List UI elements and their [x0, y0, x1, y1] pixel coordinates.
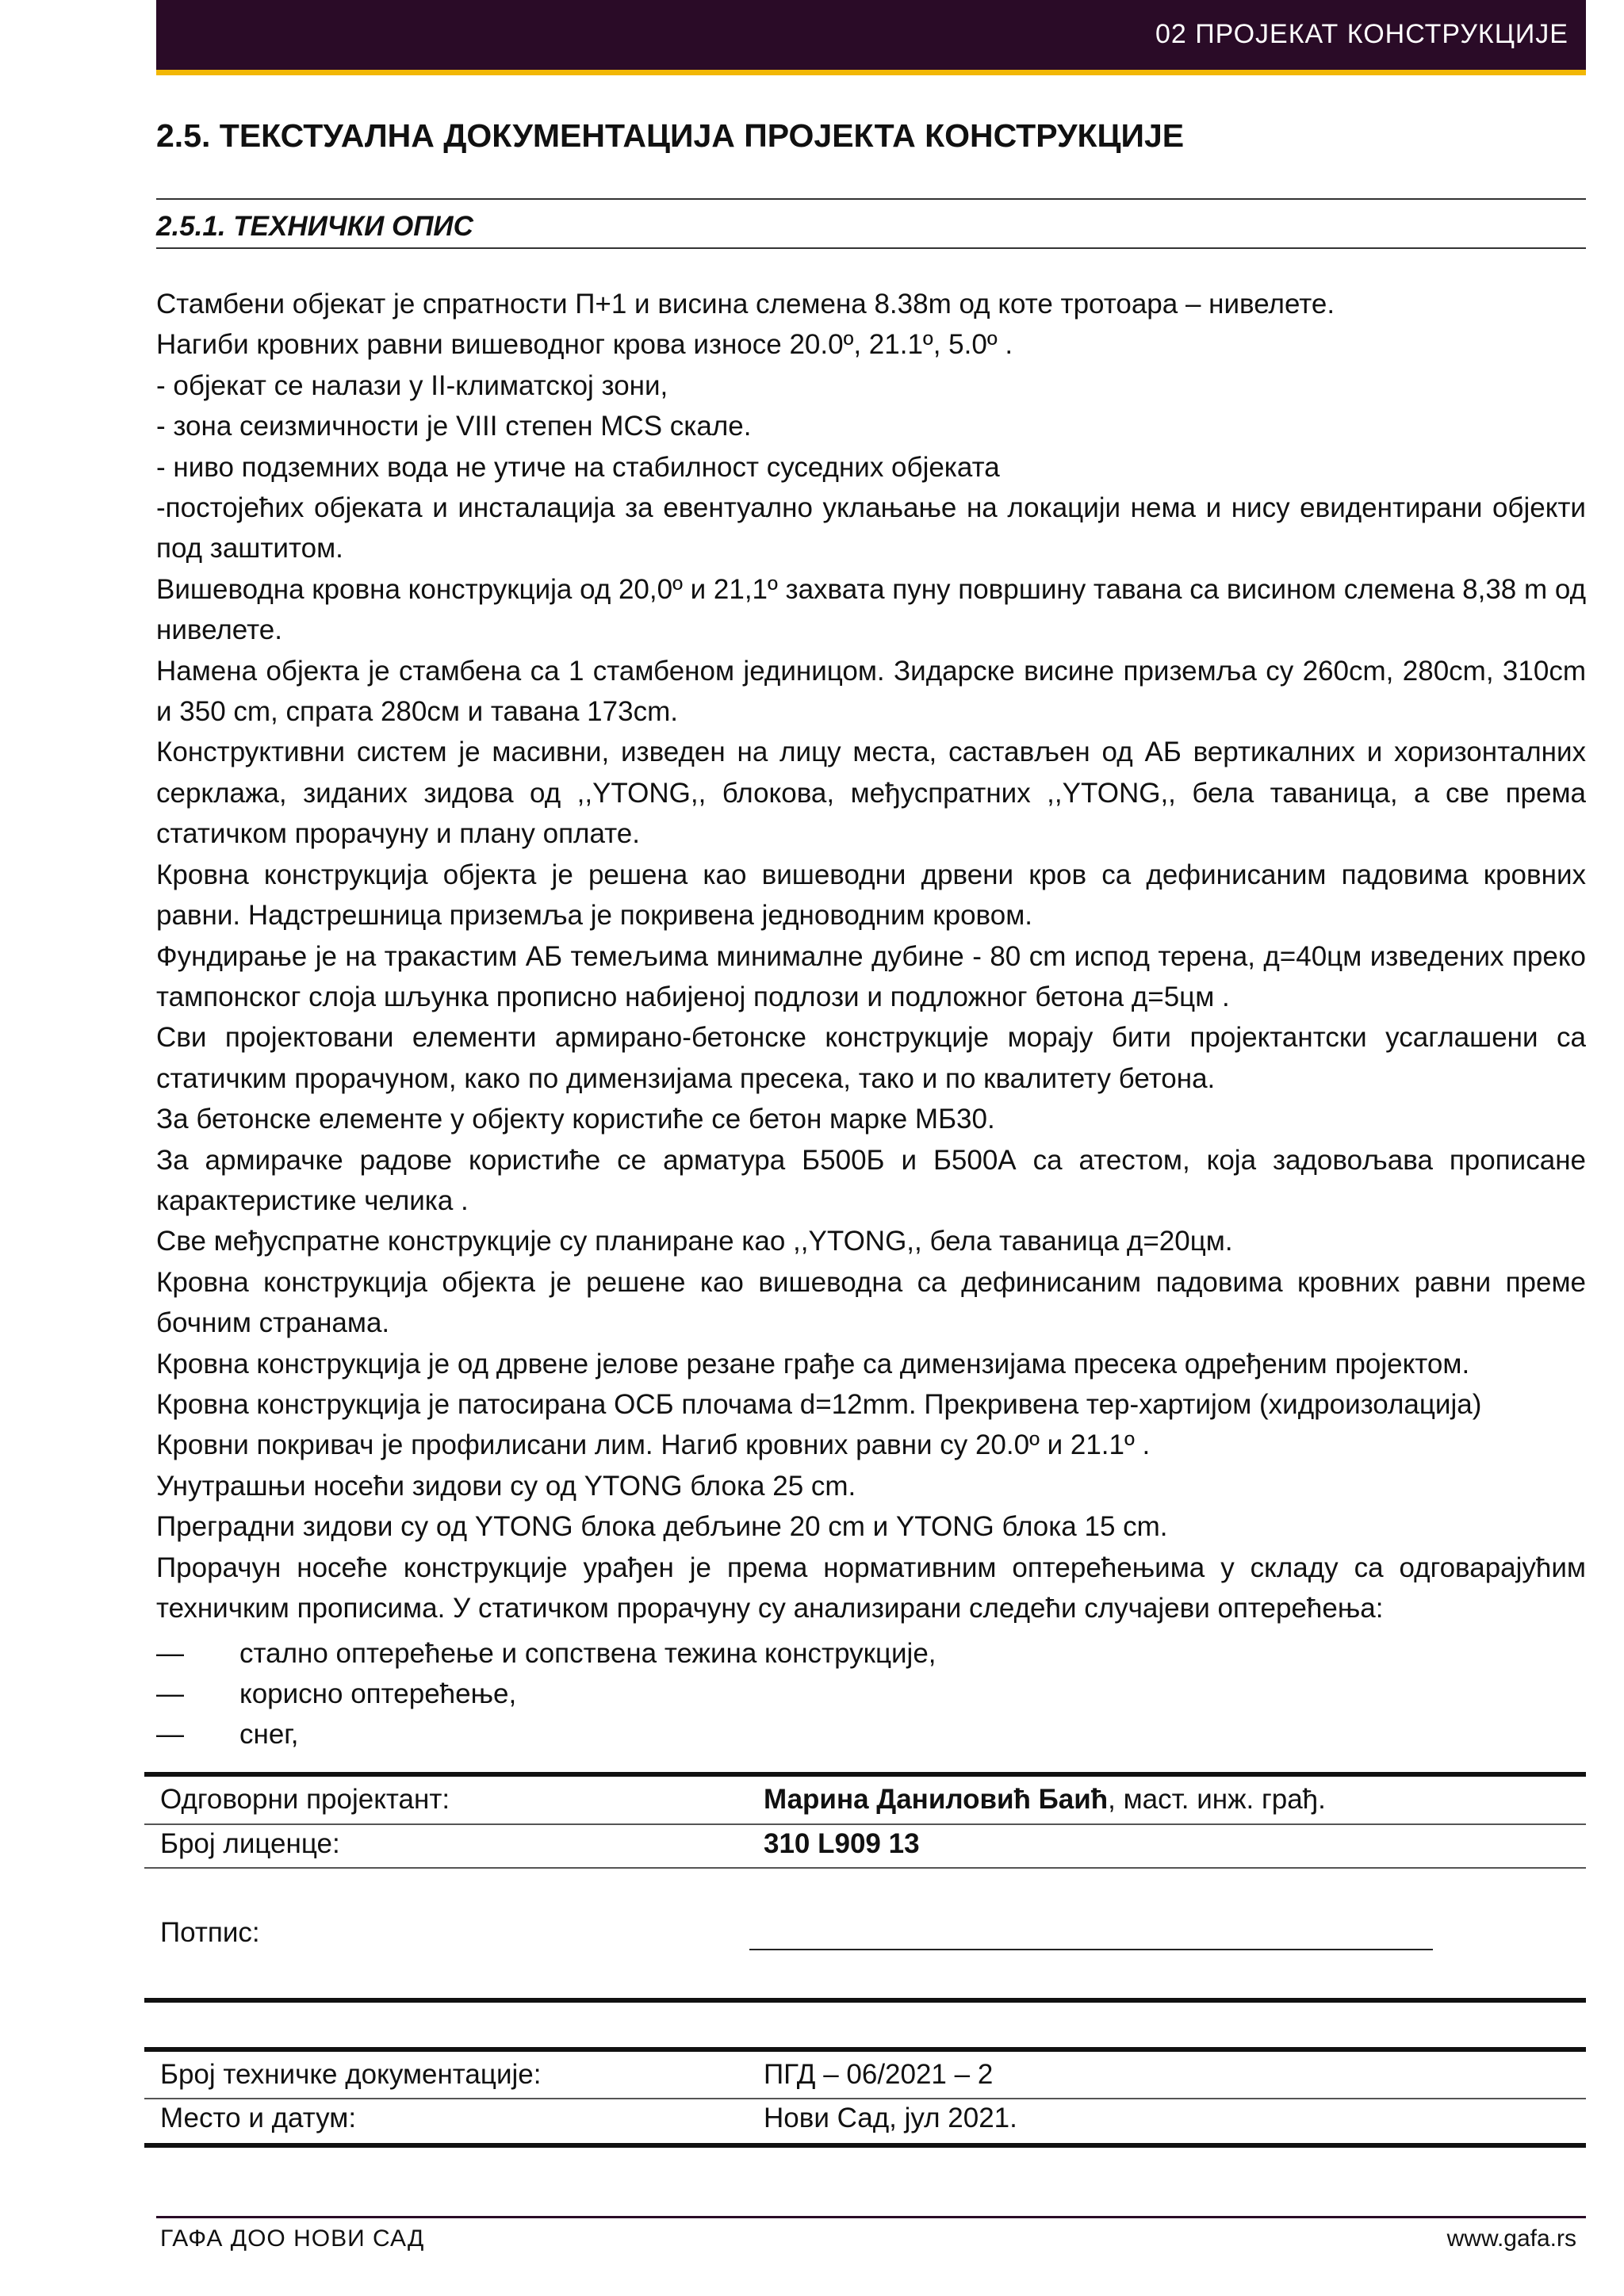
place-date-value: Нови Сад, јул 2021. [764, 2103, 1017, 2133]
list-item-text: стално оптерећење и сопствена тежина конструкције, [239, 1638, 936, 1669]
footer-website: www.gafa.rs [1446, 2225, 1576, 2252]
paragraph: - ниво подземних вода не утиче на стабилност суседних објеката [156, 451, 1000, 483]
dash-bullet: — [156, 1719, 184, 1750]
paragraph: Преградни зидови су од YTONG блока дебљине 20 cm и YTONG блока 15 cm. [156, 1511, 1168, 1543]
table-rule [144, 1823, 1586, 1825]
paragraph: Сви пројектовани елементи армирано-бетонске конструкције морају бити пројектантски усаглашени са статичким прорачуном, како по димензијама пресека, тако и по квалитету бетона. [156, 1022, 1586, 1094]
section-title: 2.5. ТЕКСТУАЛНА ДОКУМЕНТАЦИЈА ПРОЈЕКТА КОНСТРУКЦИЈЕ [156, 117, 1185, 154]
paragraph: Кровна конструкција је патосирана ОСБ плочама d=12mm. Прекривена тер-хартијом (хидроизолација) [156, 1388, 1482, 1420]
signature-line [749, 1949, 1433, 1950]
designer-label: Одговорни пројектант: [160, 1784, 450, 1815]
paragraph: - зона сеизмичности је VIII степен MCS скале. [156, 411, 752, 442]
footer-rule [156, 2216, 1586, 2218]
signature-label: Потпис: [160, 1917, 260, 1948]
doc-number-value: ПГД – 06/2021 – 2 [764, 2059, 994, 2090]
paragraph: Кровна конструкција објекта је решена као вишеводни дрвени кров са дефинисаним падовима кровних равни. Надстрешница приземља је покривена једноводним кровом. [156, 859, 1586, 932]
paragraph: Намена објекта је стамбена са 1 стамбеном јединицом. Зидарске висине приземља су 260cm, 280cm, 310cm и 350 cm, спрата 280см и тавана 173cm. [156, 655, 1586, 728]
subsection-title: 2.5.1. ТЕХНИЧКИ ОПИС [156, 211, 473, 242]
designer-name: Марина Даниловић Баић [764, 1784, 1109, 1815]
list-item [156, 1714, 1586, 1755]
footer-company: ГАФА ДОО НОВИ САД [160, 2225, 425, 2252]
paragraph: Конструктивни систем је масивни, изведен на лицу места, састављен од АБ вертикалних и хоризонталних серклажа, зиданих зидова од ,,YTONG,, блокова, међуспратних ,,YTONG,, бела таваница, а све према статичком прорачуну и плану оплате. [156, 737, 1586, 850]
list-item [156, 1674, 1586, 1714]
designer-value [764, 1784, 1326, 1816]
table-rule [144, 2143, 1586, 2148]
paragraph: Стамбени објекат је спратности П+1 и висина слемена 8.38m од коте тротоара – нивелете. [156, 289, 1335, 320]
license-number: 310 L909 13 [764, 1828, 920, 1859]
paragraph: Нагиби кровних равни вишеводног крова износе 20.0º, 21.1º, 5.0º . [156, 329, 1013, 361]
list-item-text: корисно оптерећење, [239, 1678, 517, 1709]
license-label: Број лиценце: [160, 1828, 340, 1859]
paragraph: Кровна конструкција објекта је решене као вишеводна са дефинисаним падовима кровних равни преме бочним странама. [156, 1266, 1586, 1339]
paragraph: Кровна конструкција је од дрвене јелове резане грађе са димензијама пресека одређеним пројектом. [156, 1348, 1470, 1380]
designer-title: , маст. инж. грађ. [1108, 1784, 1326, 1815]
license-value [764, 1828, 920, 1860]
table-rule [144, 1867, 1586, 1869]
paragraph: За бетонске елементе у објекту користиће се бетон марке МБ30. [156, 1104, 995, 1135]
table-rule [144, 2098, 1586, 2099]
load-cases-list [156, 1633, 1586, 1755]
technical-description [156, 284, 1586, 1628]
table-rule [144, 2047, 1586, 2052]
paragraph: За армирачке радове користиће се арматура Б500Б и Б500А са атестом, која задовољава прописане карактеристике челика . [156, 1144, 1586, 1216]
dash-bullet: — [156, 1638, 184, 1669]
paragraph: - објекат се налази у II-климатској зони, [156, 369, 668, 401]
paragraph: Унутрашњи носећи зидови су од YTONG блока 25 cm. [156, 1470, 856, 1502]
paragraph: Све међуспратне конструкције су планиране као ,,YTONG,, бела таваница д=20цм. [156, 1226, 1233, 1257]
place-date-label: Место и датум: [160, 2103, 357, 2133]
page-header-bar [156, 0, 1586, 75]
paragraph: Кровни покривач је профилисани лим. Нагиб кровних равни су 20.0º и 21.1º . [156, 1429, 1151, 1461]
doc-number-label: Број техничке документације: [160, 2059, 542, 2090]
table-rule [144, 1998, 1586, 2003]
paragraph: -постојећих објеката и инсталација за евентуално уклањање на локацији нема и нису евидентирани објекти под заштитом. [156, 492, 1586, 564]
subsection-header [156, 198, 1586, 249]
paragraph: Прорачун носеће конструкције урађен је према нормативним оптерећењима у складу са одговарајућим техничким прописима. У статичком прорачуну су анализирани следећи случајеви оптерећења: [156, 1552, 1586, 1624]
dash-bullet: — [156, 1678, 184, 1709]
paragraph: Вишеводна кровна конструкција од 20,0º и 21,1º захвата пуну површину тавана са висином слемена 8,38 m од нивелете. [156, 573, 1586, 646]
list-item-text: снег, [239, 1719, 299, 1750]
table-rule [144, 1772, 1586, 1777]
header-title: 02 ПРОЈЕКАТ КОНСТРУКЦИЈЕ [1155, 19, 1568, 49]
paragraph: Фундирање је на тракастим АБ темељима минималне дубине - 80 cm испод терена, д=40цм изведених преко тампонског слоја шљунка прописно набијеној подлози и подложног бетона д=5цм . [156, 940, 1586, 1012]
list-item [156, 1633, 1586, 1674]
